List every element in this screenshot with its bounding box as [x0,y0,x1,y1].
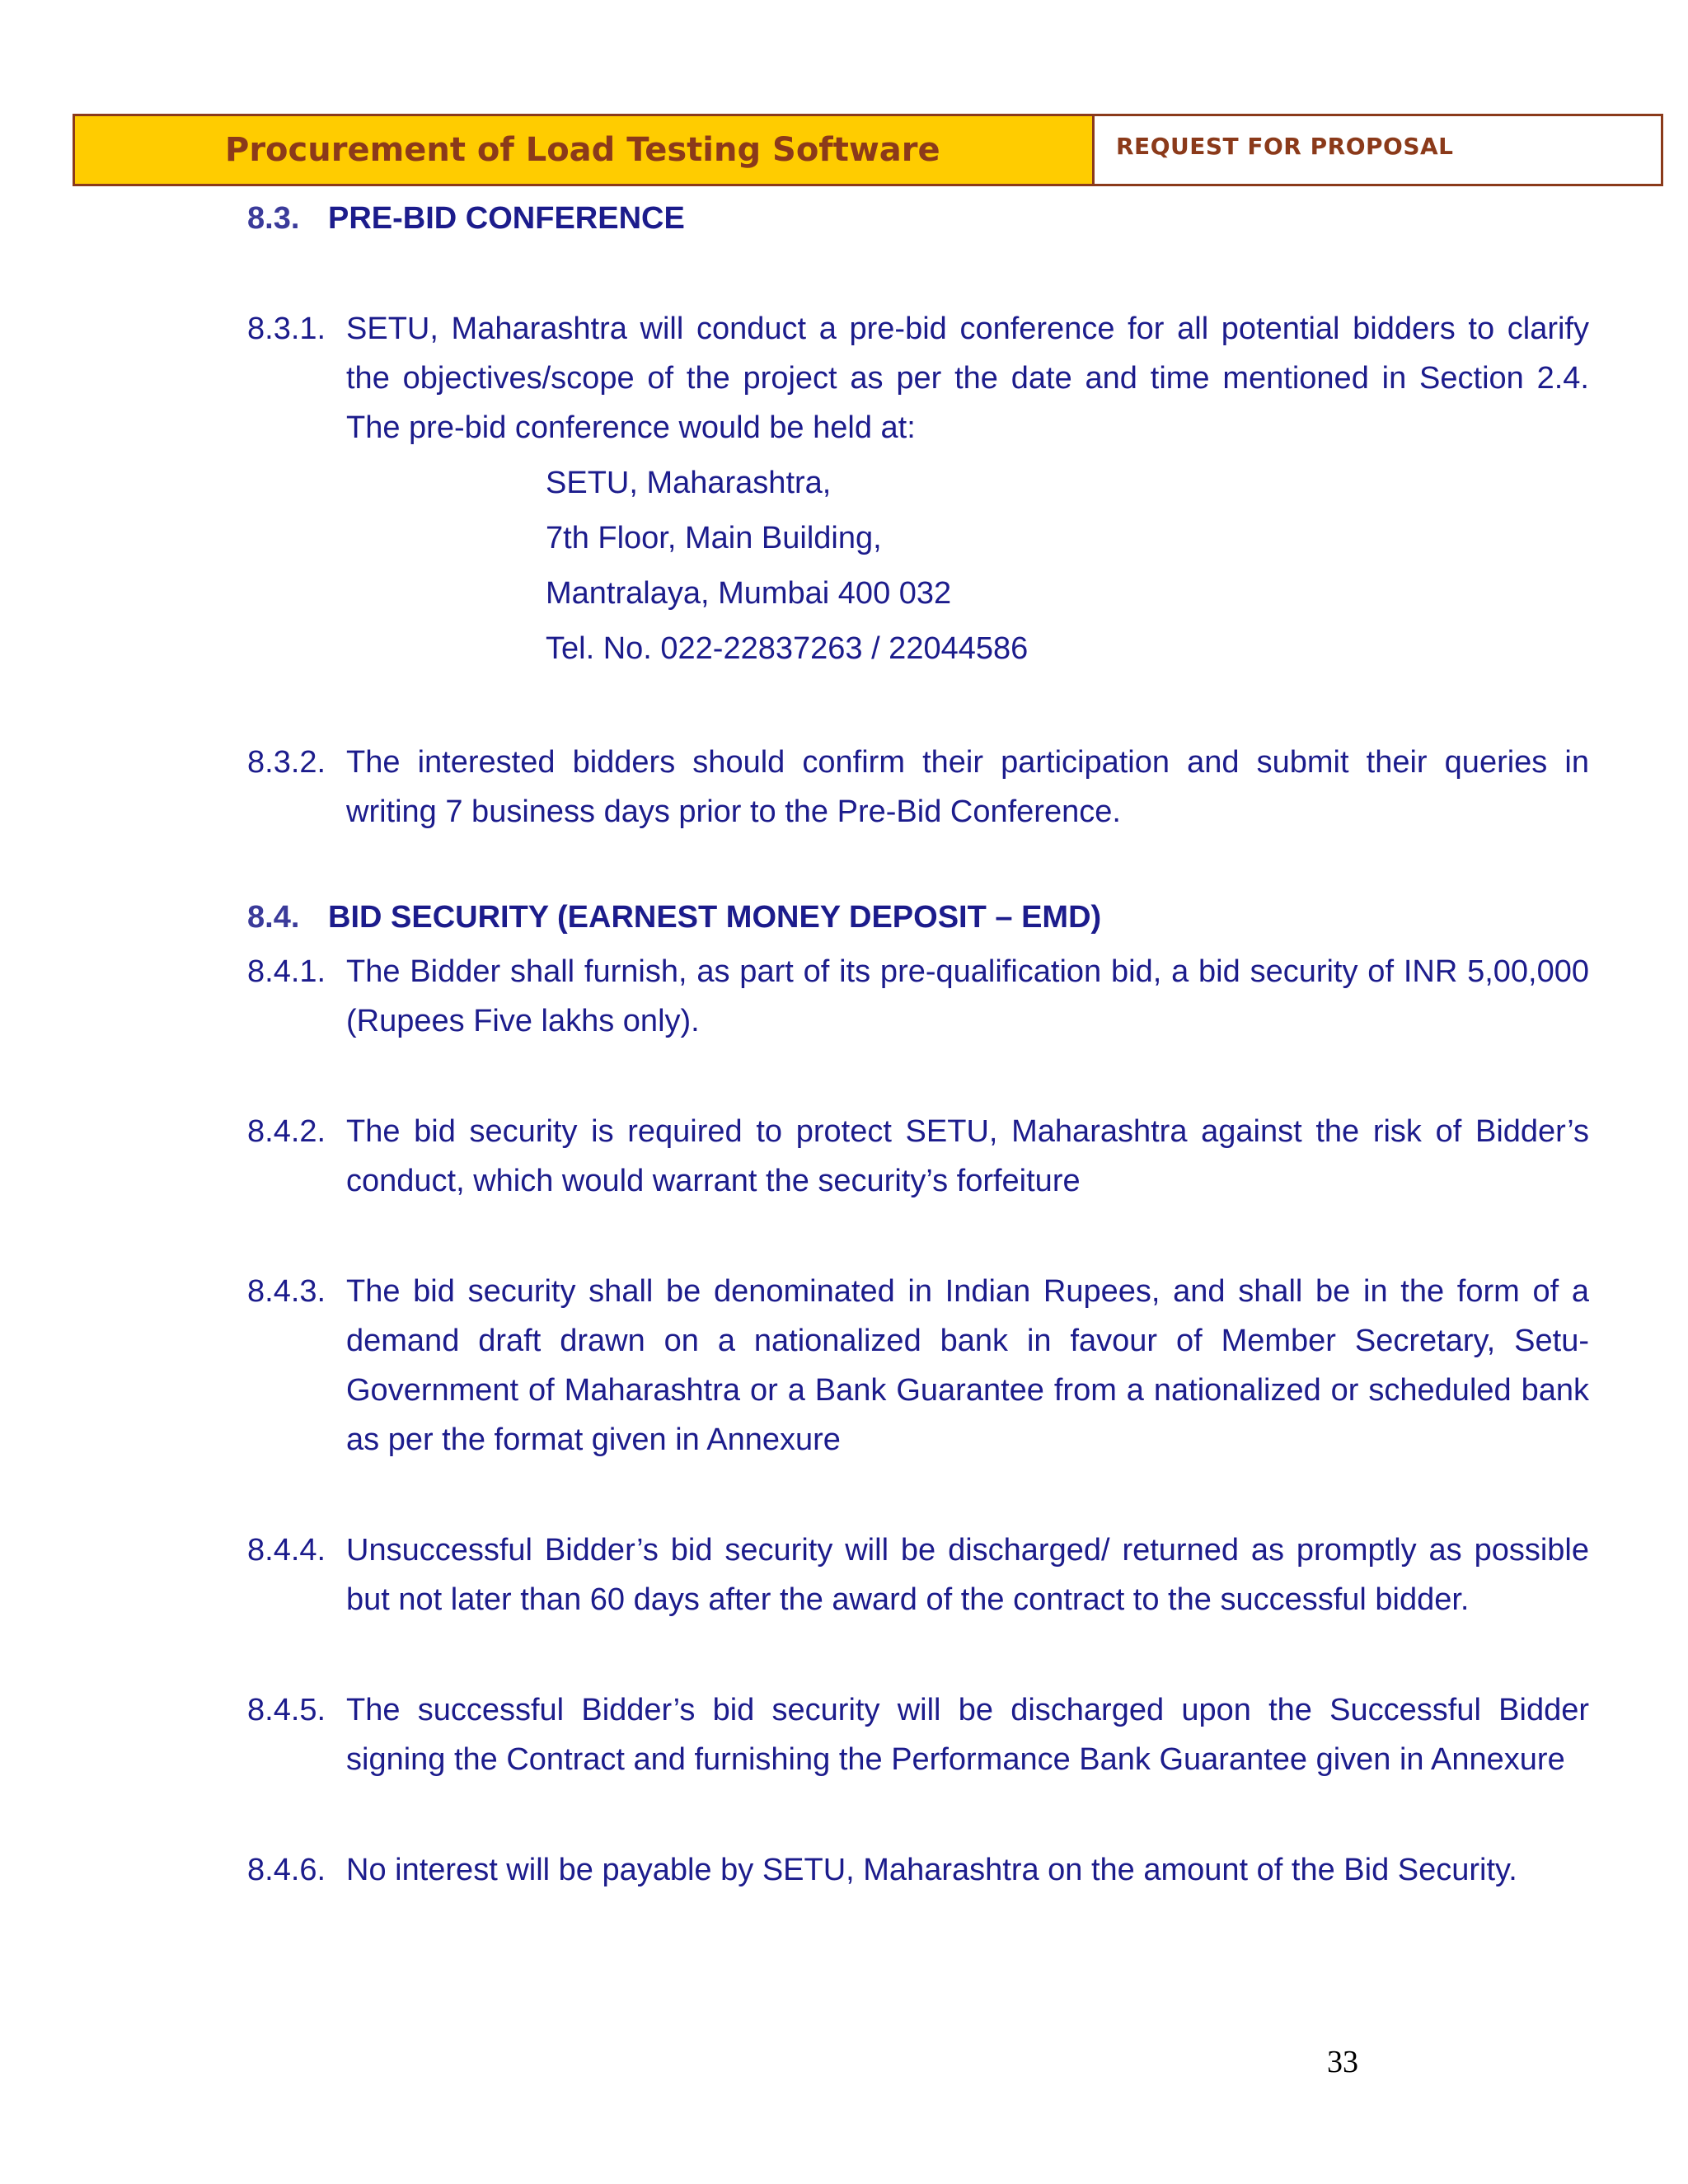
paragraph-text: No interest will be payable by SETU, Maharashtra on the amount of the Bid Security. [346,1853,1517,1887]
page-number: 33 [1327,2045,1358,2079]
paragraph-text: SETU, Maharashtra will conduct a pre-bid conference for all potential bidders to clarify the objectives/scope of the project as per the date and time mentioned in Section 2.4. The pre-bid conference would be held at: [346,312,1589,445]
paragraph-8-3-1 [247,304,1589,452]
paragraph-text: The bid security is required to protect SETU, Maharashtra against the risk of Bidder’s conduct, which would warrant the security’s forfeiture [346,1114,1589,1198]
paragraph-8-4-5 [247,1685,1589,1784]
paragraph-text: Unsuccessful Bidder’s bid security will be discharged/ returned as promptly as possible but not later than 60 days after the award of the contract to the successful bidder. [346,1533,1589,1617]
paragraph-number: 8.4.2. [247,1114,326,1149]
paragraph-number: 8.4.3. [247,1274,326,1309]
page-header [73,114,1663,186]
section-number: 8.3. [247,201,300,236]
paragraph-number: 8.3.1. [247,312,326,346]
section-heading-8-3 [247,194,1589,243]
paragraph-number: 8.4.1. [247,954,326,989]
section-heading-8-4 [247,893,1589,942]
paragraph-text: The successful Bidder’s bid security will be discharged upon the Successful Bidder signing the Contract and furnishing the Performance Bank Guarantee given in Annexure [346,1693,1589,1777]
address-line: Mantralaya, Mumbai 400 032 [546,576,952,611]
paragraph-text: The interested bidders should confirm their participation and submit their queries in writing 7 business days prior to the Pre-Bid Conference. [346,745,1589,829]
paragraph-8-4-4 [247,1526,1589,1624]
paragraph-8-4-2 [247,1107,1589,1206]
document-type-label: REQUEST FOR PROPOSAL [1095,114,1663,186]
paragraph-text: The Bidder shall furnish, as part of its pre-qualification bid, a bid security of INR 5,00,000 (Rupees Five lakhs only). [346,954,1589,1038]
document-title: Procurement of Load Testing Software [73,114,1095,186]
address-line: 7th Floor, Main Building, [546,521,882,555]
paragraph-8-4-1 [247,947,1589,1046]
telephone-line: Tel. No. 022-22837263 / 22044586 [546,631,1029,666]
section-number: 8.4. [247,900,300,935]
paragraph-8-3-2 [247,738,1589,837]
section-title: BID SECURITY (EARNEST MONEY DEPOSIT – EMD) [328,900,1102,935]
paragraph-text: The bid security shall be denominated in Indian Rupees, and shall be in the form of a demand draft drawn on a nationalized bank in favour of Member Secretary, Setu-Government of Maharashtra or a Bank Guarantee from a nationalized or scheduled bank as per the format given in Annexure [346,1274,1589,1457]
paragraph-number: 8.4.6. [247,1853,326,1887]
document-body [247,194,1589,1895]
address-line: SETU, Maharashtra, [546,466,832,500]
paragraph-8-4-6 [247,1845,1589,1895]
conference-address [247,456,1589,677]
paragraph-8-4-3 [247,1267,1589,1465]
paragraph-number: 8.3.2. [247,745,326,780]
section-title: PRE-BID CONFERENCE [328,201,685,236]
paragraph-number: 8.4.4. [247,1533,326,1568]
paragraph-number: 8.4.5. [247,1693,326,1727]
